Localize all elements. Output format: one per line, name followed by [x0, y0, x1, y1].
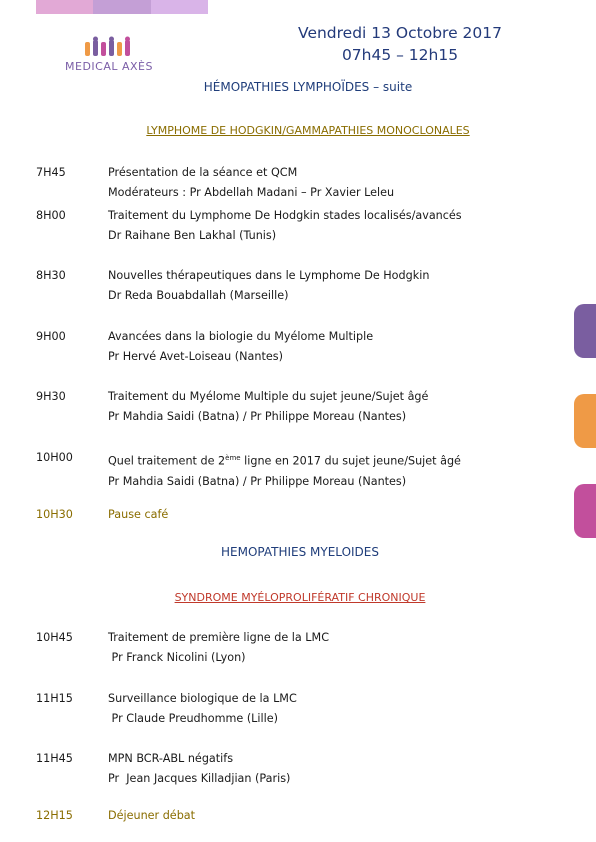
row-time: 9H30: [36, 390, 66, 403]
row-title: Quel traitement de 2ème ligne en 2017 du sujet jeune/Sujet âgé: [108, 454, 461, 468]
row-time: 10H30: [36, 508, 73, 521]
row-title: Surveillance biologique de la LMC: [108, 692, 297, 705]
row-time: 11H45: [36, 752, 73, 765]
row-time: 8H30: [36, 269, 66, 282]
top-bar-2: [93, 0, 150, 14]
row-speaker: Dr Reda Bouabdallah (Marseille): [108, 289, 289, 302]
section-subtitle-smc: SYNDROME MYÉLOPROLIFÉRATIF CHRONIQUE: [174, 591, 426, 604]
row-time: 9H00: [36, 330, 66, 343]
section-title-lymphoides: HÉMOPATHIES LYMPHOÏDES – suite: [203, 80, 413, 94]
event-date: [298, 22, 502, 66]
row-title: Traitement du Myélome Multiple du sujet jeune/Sujet âgé: [108, 390, 429, 403]
row-speaker: Pr Jean Jacques Killadjian (Paris): [108, 772, 291, 785]
lunch-label: Déjeuner débat: [108, 809, 196, 822]
row-speaker: Pr Franck Nicolini (Lyon): [108, 651, 246, 664]
row-speaker: Pr Hervé Avet-Loiseau (Nantes): [108, 350, 283, 363]
row-title: MPN BCR-ABL négatifs: [108, 752, 234, 765]
row-time: 10H00: [36, 451, 73, 464]
row-title: Nouvelles thérapeutiques dans le Lymphome De Hodgkin: [108, 269, 430, 282]
row-time: 12H15: [36, 809, 73, 822]
top-bar-1: [36, 0, 93, 14]
side-tab-magenta: [574, 484, 596, 538]
section-title-myeloides: HEMOPATHIES MYELOIDES: [220, 545, 379, 559]
row-speaker: Pr Claude Preudhomme (Lille): [108, 712, 278, 725]
row-speaker: Pr Mahdia Saidi (Batna) / Pr Philippe Moreau (Nantes): [108, 474, 407, 488]
side-tab-orange: [574, 394, 596, 448]
time-range: 07h45 – 12h15: [341, 46, 459, 64]
date-line: Vendredi 13 Octobre 2017: [298, 24, 502, 42]
row-time: 11H15: [36, 692, 73, 705]
side-tab-purple: [574, 304, 596, 358]
logo-text: MEDICAL AXÈS: [65, 60, 153, 73]
row-title: Traitement du Lymphome De Hodgkin stades localisés/avancés: [108, 209, 462, 222]
medical-axes-logo-icon: [54, 36, 164, 80]
top-bar-3: [151, 0, 208, 14]
row-title: Traitement de première ligne de la LMC: [108, 631, 329, 644]
row-speaker: Dr Raihane Ben Lakhal (Tunis): [108, 229, 277, 242]
row-title: Avancées dans la biologie du Myélome Multiple: [108, 330, 374, 343]
row-time: 8H00: [36, 209, 66, 222]
row-speaker: Modérateurs : Pr Abdellah Madani – Pr Xavier Leleu: [108, 186, 395, 199]
top-color-bars: [36, 0, 208, 14]
row-title: Présentation de la séance et QCM: [108, 166, 298, 179]
row-speaker: Pr Mahdia Saidi (Batna) / Pr Philippe Moreau (Nantes): [108, 410, 407, 423]
pause-label: Pause café: [108, 508, 169, 521]
row-time: 7H45: [36, 166, 66, 179]
row-time: 10H45: [36, 631, 73, 644]
section-subtitle-hodgkin: LYMPHOME DE HODGKIN/GAMMAPATHIES MONOCLONALES: [146, 124, 470, 137]
